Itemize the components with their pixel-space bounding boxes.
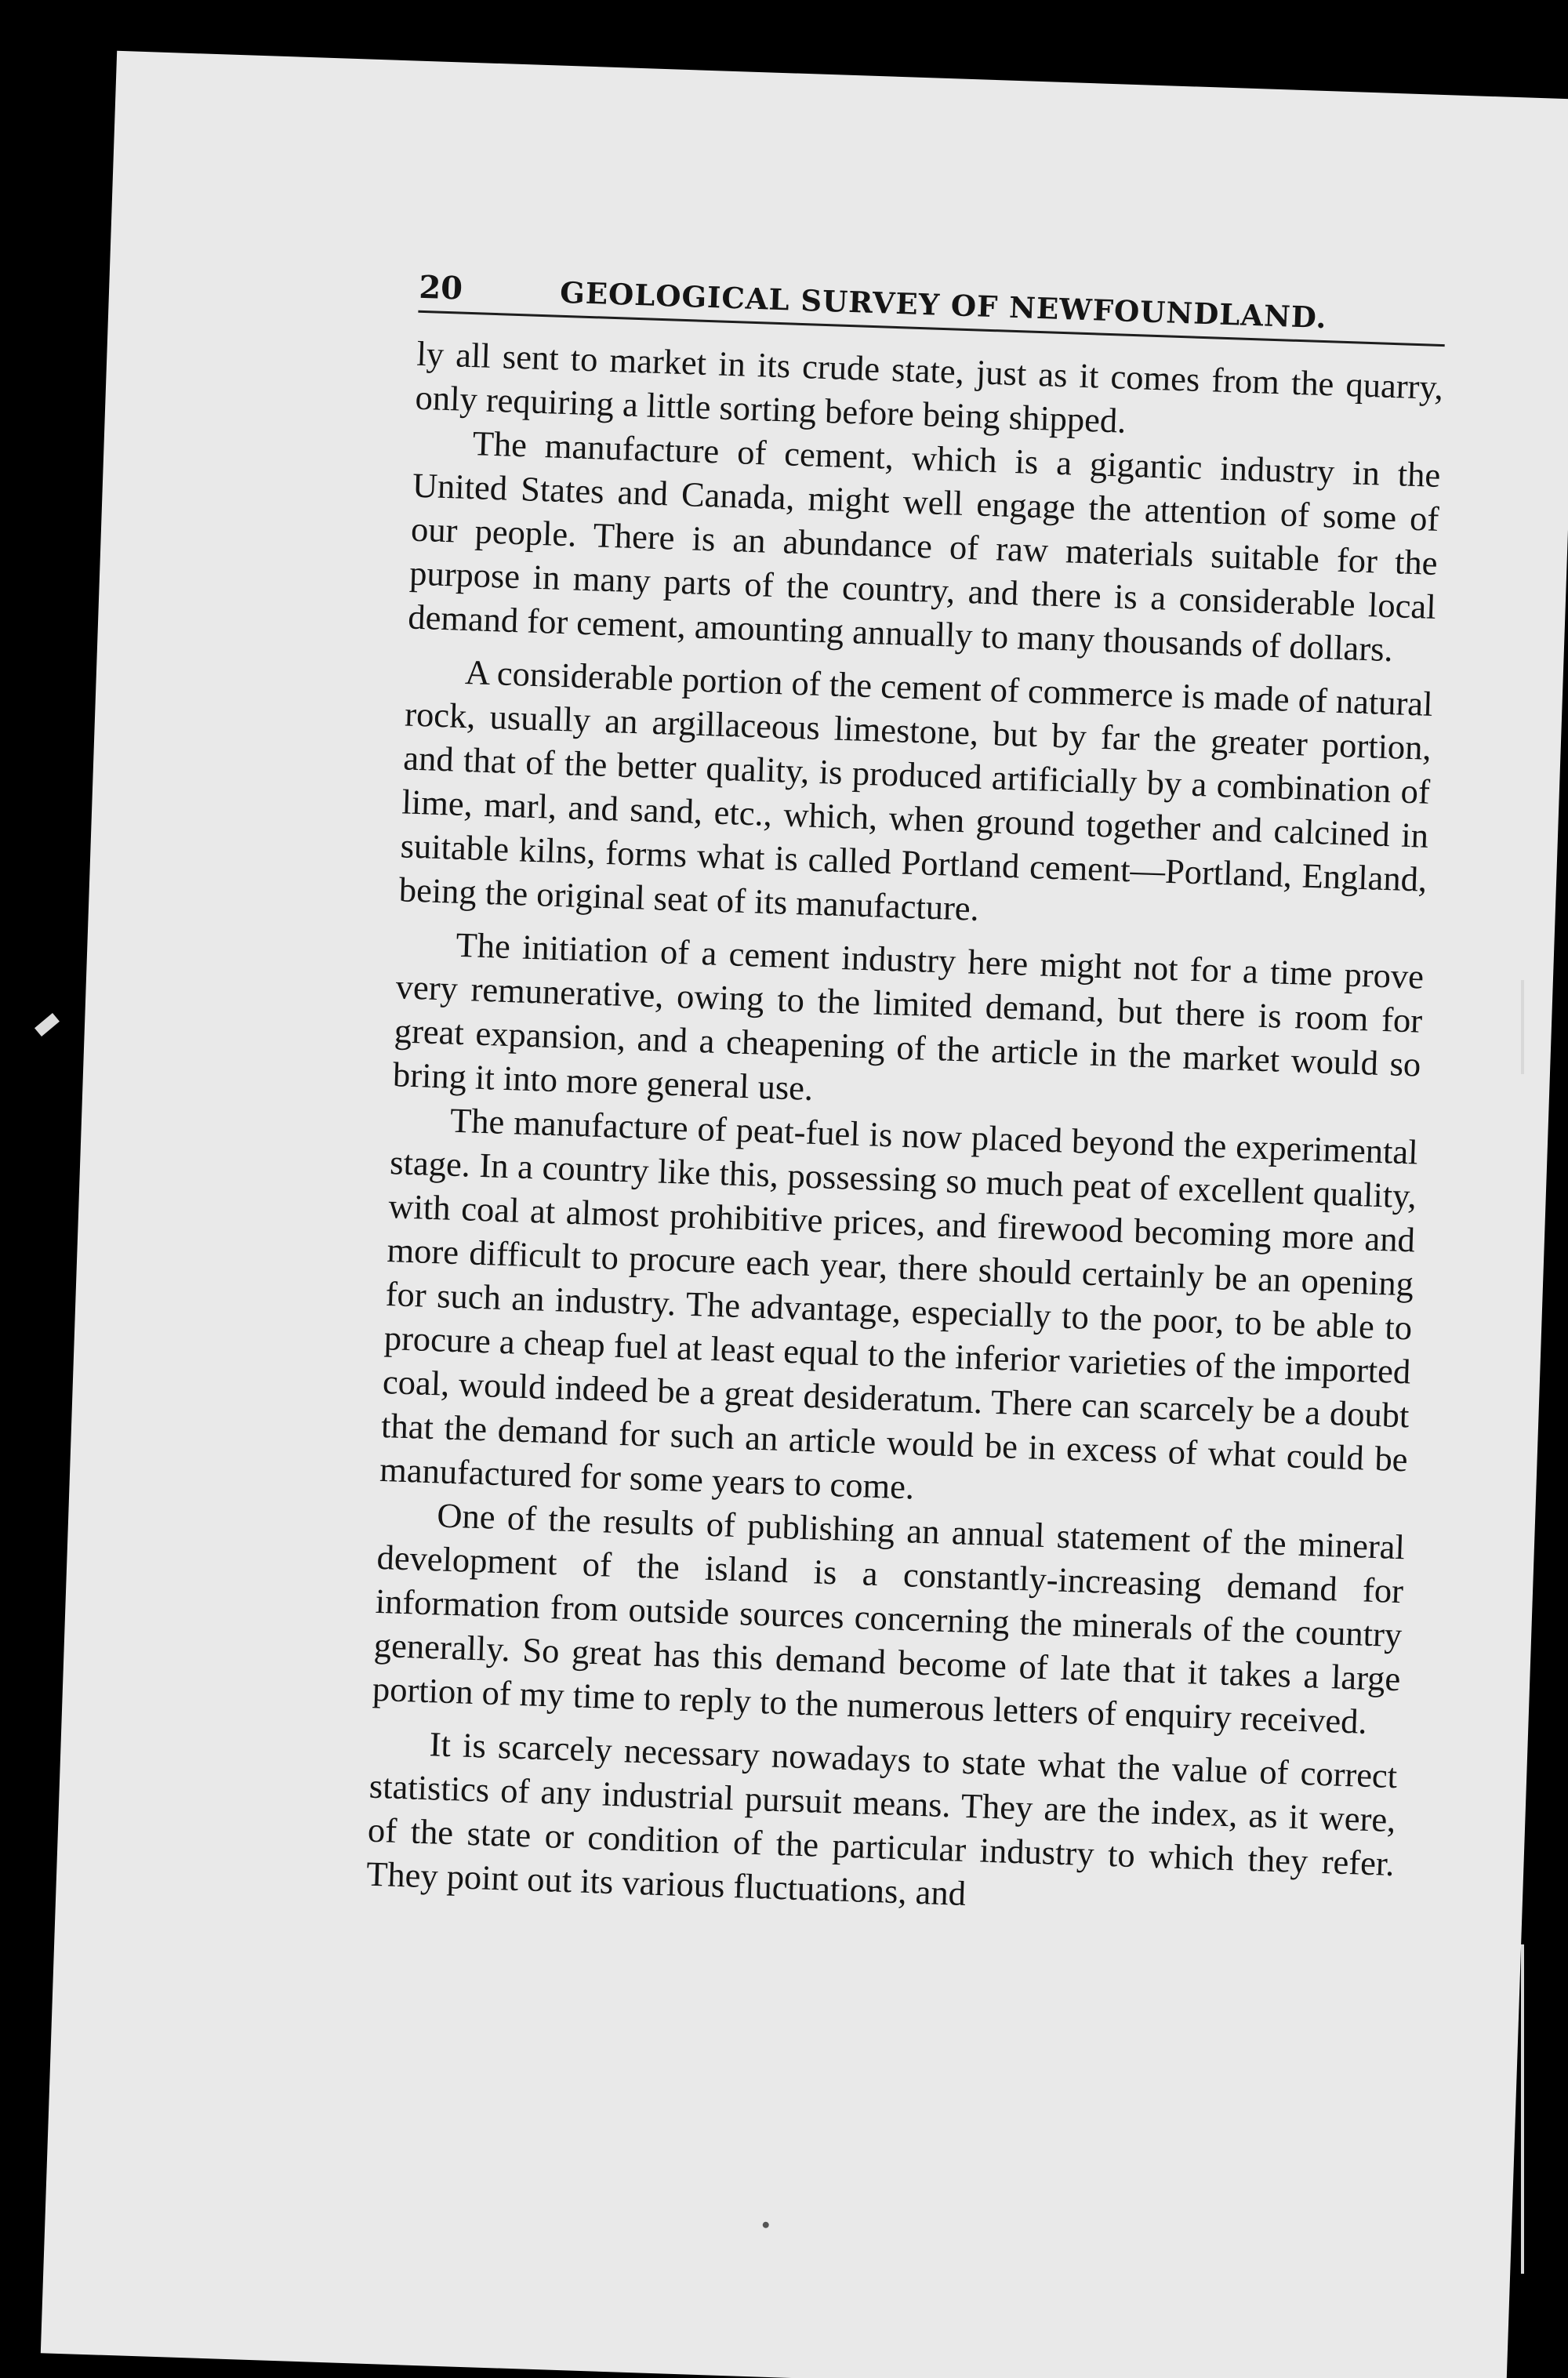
paragraph-cement-initiation: The initiation of a cement industry here might not for a time prove very remunerative, owing to the limited demand, but there is room for great expansion, and a cheapening of the article in the market would so bring it into more general use.: [392, 924, 1425, 1108]
speck-mark: [763, 2222, 769, 2228]
edge-rule-lower: [1521, 1944, 1524, 2274]
paragraph-continuation: ly all sent to market in its crude state, just as it comes from the quarry, only requiring a little sorting before being shipped.: [414, 333, 1444, 441]
header-title: GEOLOGICAL SURVEY OF NEWFOUNDLAND.: [559, 274, 1328, 336]
paragraph-annual-statement: One of the results of publishing an annual statement of the mineral development of the island is a constantly-increasing demand for information from outside sources concerning the minerals of the country generally. So great has this demand become of late that it takes a large portion of my time to reply to the numerous letters of enquiry received.: [372, 1495, 1406, 1741]
page-content: [365, 269, 1446, 1930]
scanned-page: [41, 51, 1568, 2378]
body-text: [365, 332, 1443, 1930]
margin-mark: [34, 1013, 60, 1037]
paragraph-cement-industry: The manufacture of cement, which is a gigantic industry in the United States and Canada, might well engage the attention of some of our people. There is an abundance of raw materials suitable for the purpose in many parts of the country, and there is a considerable local demand for cement, amounting annually to many thousands of dollars.: [407, 423, 1442, 670]
edge-rule-upper: [1521, 980, 1524, 1074]
running-header: [418, 269, 1446, 347]
page-number: 20: [418, 268, 463, 307]
paragraph-peat-fuel: The manufacture of peat-fuel is now placed beyond the experimental stage. In a country like this, possessing so much peat of excellent quality, with coal at almost prohibitive prices, and firewood becoming more and more difficult to procure each year, there should certainly be an opening for such an industry. The advantage, especially to the poor, to be able to procure a cheap fuel at least equal to the inferior varieties of the imported coal, would indeed be a great desideratum. There can scarcely be a doubt that the demand for such an article would be in excess of what could be manufactured for some years to come.: [379, 1100, 1419, 1507]
paragraph-statistics: It is scarcely necessary nowadays to state what the value of correct statistics of any industrial pursuit means. They are the index, as it were, of the state or condition of the particular industry to which they refer. They point out its various fluctuations, and: [365, 1724, 1398, 1913]
paragraph-portland-cement: A considerable portion of the cement of commerce is made of natural rock, usually an argillaceous limestone, but by far the greater portion, and that of the better quality, is produced artificially by a combination of lime, marl, and sand, etc., which, when ground together and calcined in suitable kilns, forms what is called Portland cement—Portland, England, being the original seat of its manufacture.: [398, 652, 1434, 928]
